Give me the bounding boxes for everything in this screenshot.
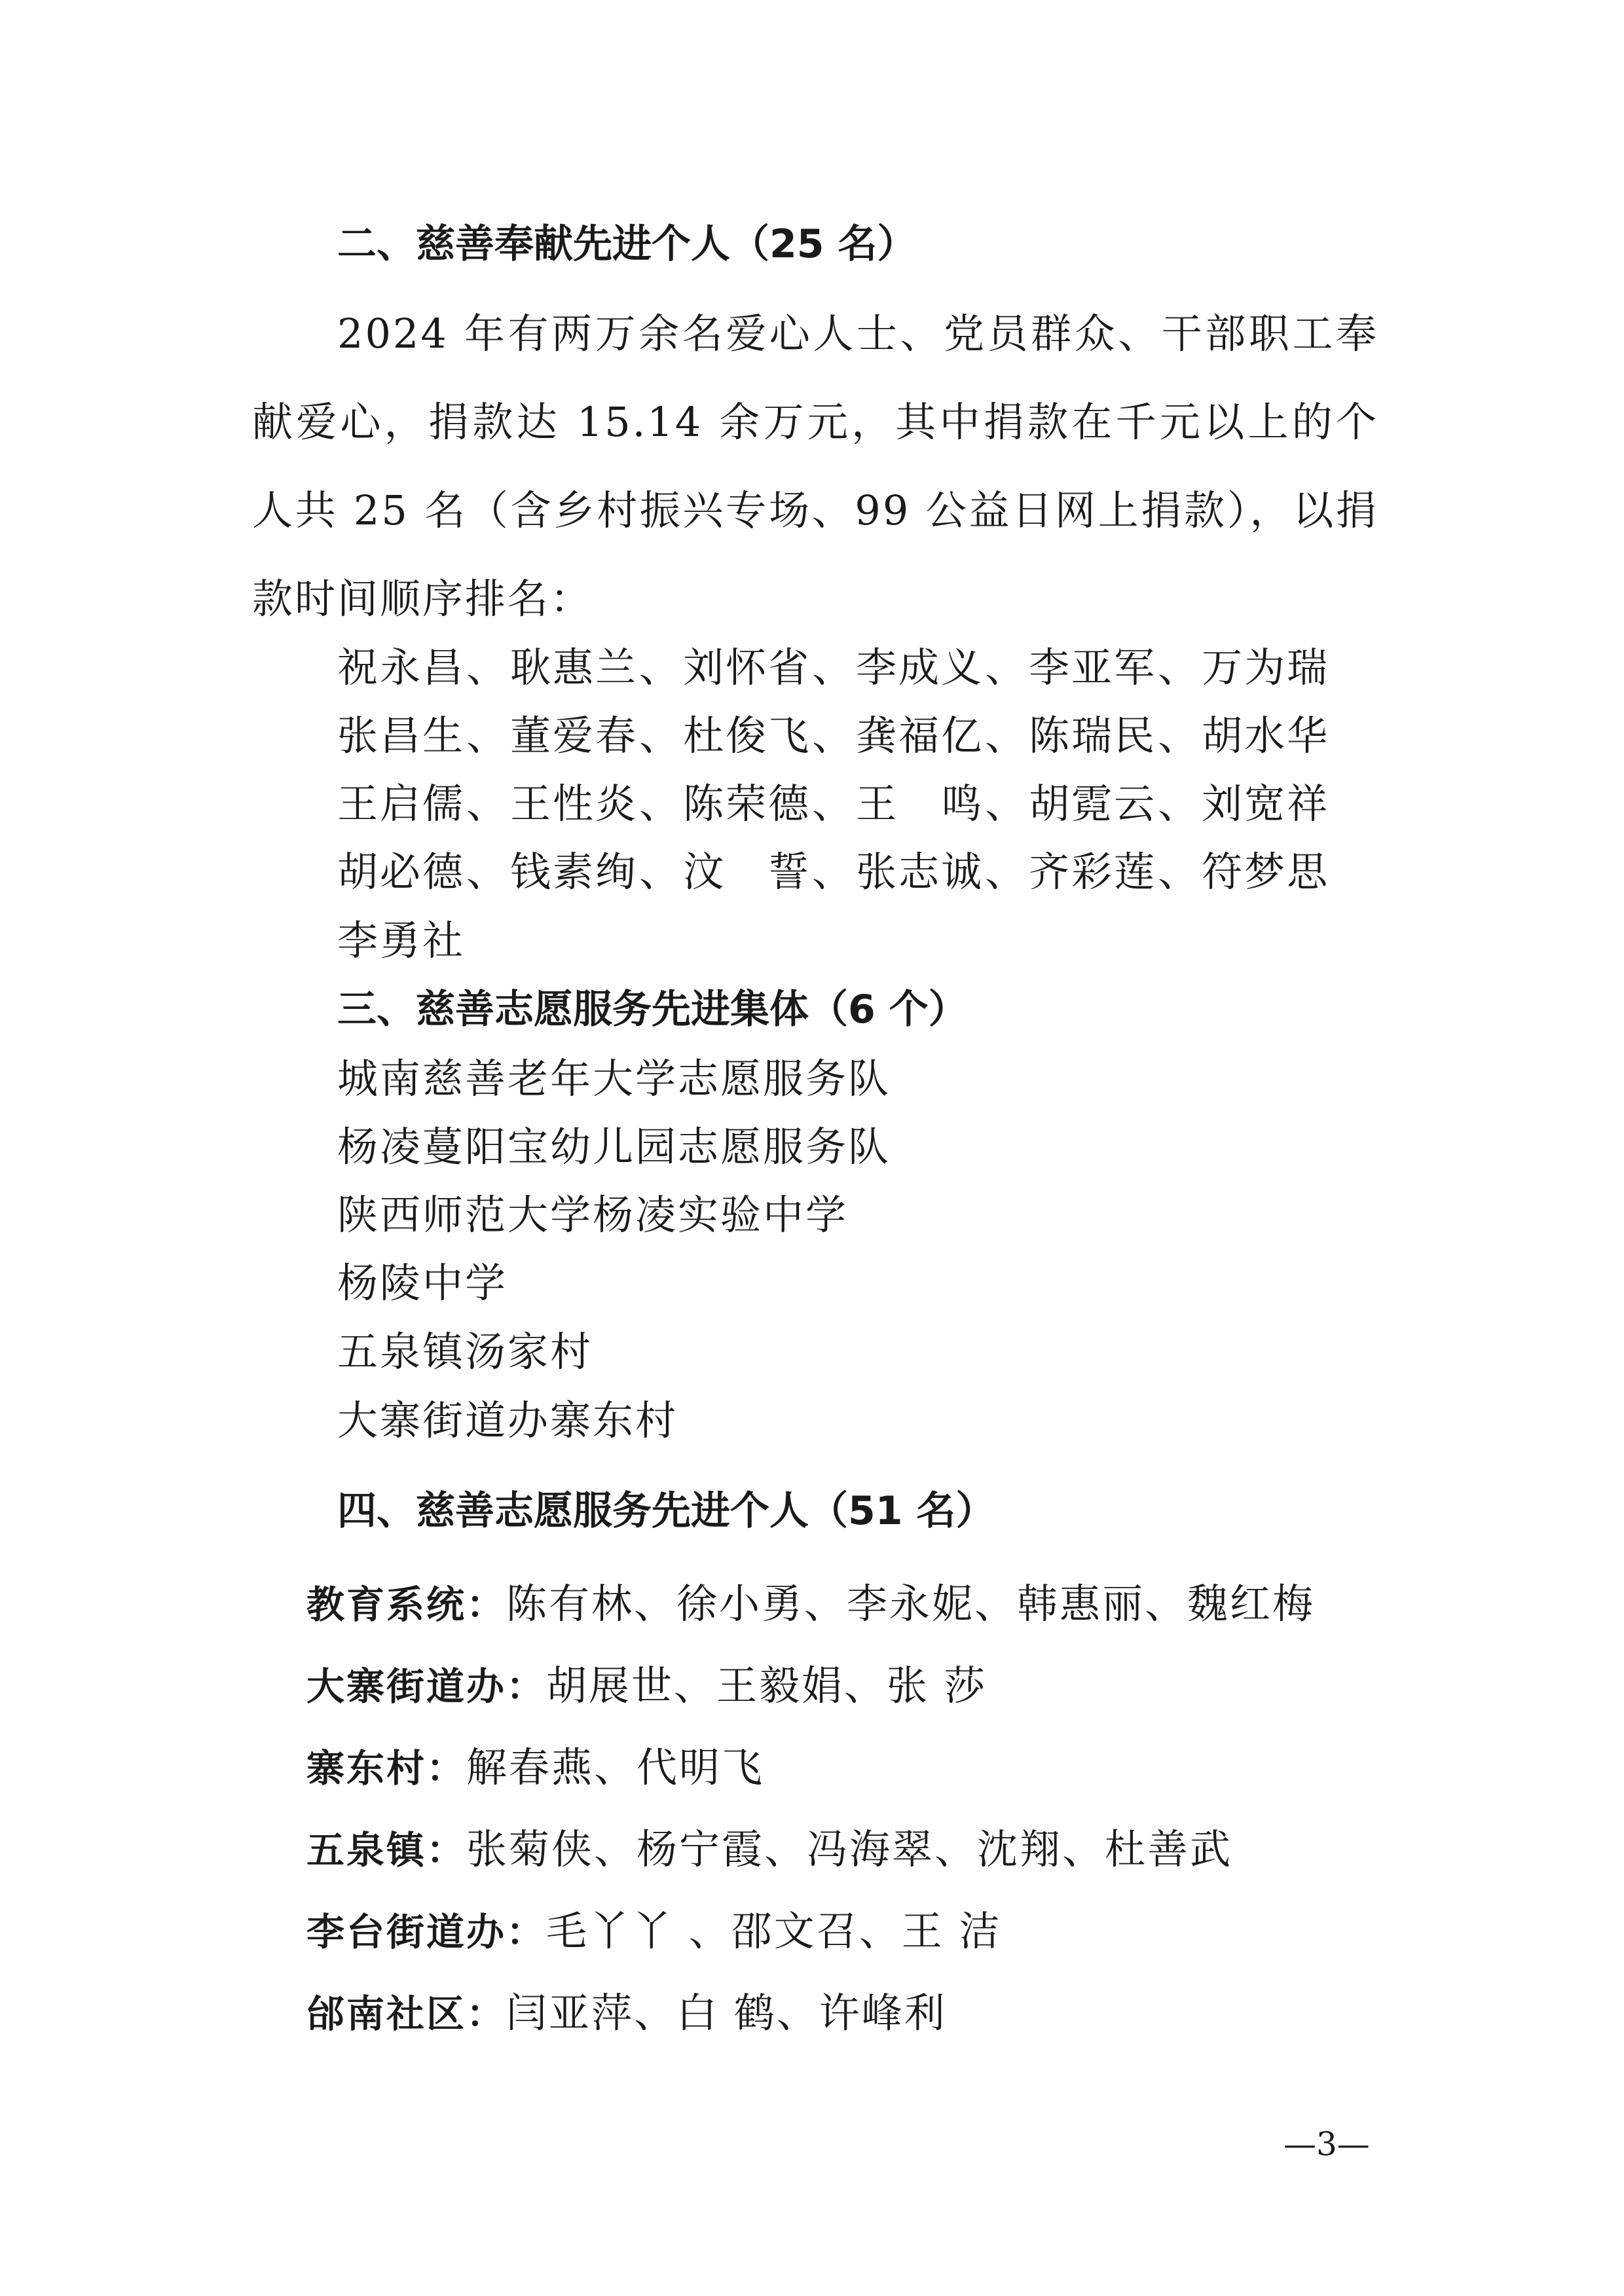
person-name: 陈瑞民 bbox=[1029, 712, 1157, 759]
page-number: —3— bbox=[1283, 2125, 1370, 2163]
person-name: 王启儒 bbox=[337, 780, 466, 828]
dept-row bbox=[306, 1987, 947, 2040]
person-name: 王 鸣 bbox=[856, 780, 984, 828]
section2-paragraph: 2024 年有两万余名爱心人士、党员群众、干部职工奉献爱心，捐款达 15.14 余万元，其中捐款在千元以上的个人共 25 名（含乡村振兴专场、99 公益日网上捐款），以捐款时间顺序排名： bbox=[252, 310, 1378, 623]
org-item: 陕西师范大学杨凌实验中学 bbox=[337, 1191, 849, 1239]
person-name: 张昌生 bbox=[337, 712, 466, 759]
person-name: 祝永昌 bbox=[337, 644, 466, 691]
dept-label: 大寨街道办： bbox=[306, 1664, 547, 1709]
person-name: 李亚军 bbox=[1029, 644, 1157, 691]
org-item: 大寨街道办寨东村 bbox=[337, 1396, 678, 1444]
dept-label: 李台街道办： bbox=[306, 1910, 547, 1954]
dept-row bbox=[306, 1660, 987, 1713]
org-item: 五泉镇汤家村 bbox=[337, 1328, 593, 1376]
person-name: 李勇社 bbox=[337, 917, 466, 964]
person-name: 齐彩莲 bbox=[1029, 848, 1157, 896]
section4-heading: 四、慈善志愿服务先进个人（51 名） bbox=[337, 1488, 995, 1534]
person-name: 符梦思 bbox=[1202, 848, 1330, 896]
dept-label: 五泉镇： bbox=[306, 1828, 467, 1872]
person-name: 汶 誓 bbox=[683, 848, 811, 896]
person-name: 耿惠兰 bbox=[510, 644, 638, 691]
section2-heading: 二、慈善奉献先进个人（25 名） bbox=[337, 221, 917, 267]
person-name: 胡水华 bbox=[1202, 712, 1330, 759]
person-name: 王性炎 bbox=[510, 780, 638, 828]
dept-label: 邰南社区： bbox=[306, 1992, 507, 2036]
dept-names: 解春燕、代明飞 bbox=[466, 1743, 765, 1791]
org-item: 杨凌蔓阳宝幼儿园志愿服务队 bbox=[337, 1123, 891, 1171]
dept-label: 教育系统： bbox=[306, 1582, 507, 1627]
person-name: 陈荣德 bbox=[683, 780, 811, 828]
dept-names: 张菊侠、杨宁霞、冯海翠、沈翔、杜善武 bbox=[466, 1825, 1233, 1873]
name-row: 张昌生、董爱春、杜俊飞、龚福亿、陈瑞民、胡水华 bbox=[337, 712, 1330, 759]
dept-row bbox=[306, 1741, 764, 1795]
name-row: 胡必德、钱素绚、汶 誓、张志诚、齐彩莲、符梦思 bbox=[337, 848, 1330, 896]
person-name: 刘怀省 bbox=[683, 644, 811, 691]
dept-label: 寨东村： bbox=[306, 1746, 467, 1791]
person-name: 杜俊飞 bbox=[683, 712, 811, 759]
name-row bbox=[337, 915, 465, 967]
org-item: 杨陵中学 bbox=[337, 1259, 508, 1307]
name-row: 王启儒、王性炎、陈荣德、王 鸣、胡霓云、刘宽祥 bbox=[337, 780, 1330, 828]
person-name: 刘宽祥 bbox=[1202, 780, 1330, 828]
org-item: 城南慈善老年大学志愿服务队 bbox=[337, 1055, 891, 1102]
dept-row bbox=[306, 1823, 1232, 1876]
dept-names: 胡展世、王毅娟、张 莎 bbox=[546, 1662, 987, 1709]
dept-row bbox=[306, 1578, 1315, 1631]
dept-row bbox=[306, 1905, 1001, 1958]
name-row: 祝永昌、耿惠兰、刘怀省、李成义、李亚军、万为瑞 bbox=[337, 644, 1330, 691]
person-name: 钱素绚 bbox=[510, 848, 638, 896]
person-name: 胡霓云 bbox=[1029, 780, 1157, 828]
section3-heading: 三、慈善志愿服务先进集体（6 个） bbox=[337, 987, 968, 1032]
dept-names: 闫亚萍、白 鹤、许峰利 bbox=[506, 1989, 947, 2037]
person-name: 万为瑞 bbox=[1202, 644, 1330, 691]
person-name: 李成义 bbox=[856, 644, 984, 691]
person-name: 龚福亿 bbox=[856, 712, 984, 759]
dept-names: 陈有林、徐小勇、李永妮、韩惠丽、魏红梅 bbox=[506, 1580, 1316, 1628]
person-name: 胡必德 bbox=[337, 848, 466, 896]
person-name: 张志诚 bbox=[856, 848, 984, 896]
dept-names: 毛丫丫 、邵文召、王 洁 bbox=[546, 1907, 1002, 1955]
person-name: 董爱春 bbox=[510, 712, 638, 759]
